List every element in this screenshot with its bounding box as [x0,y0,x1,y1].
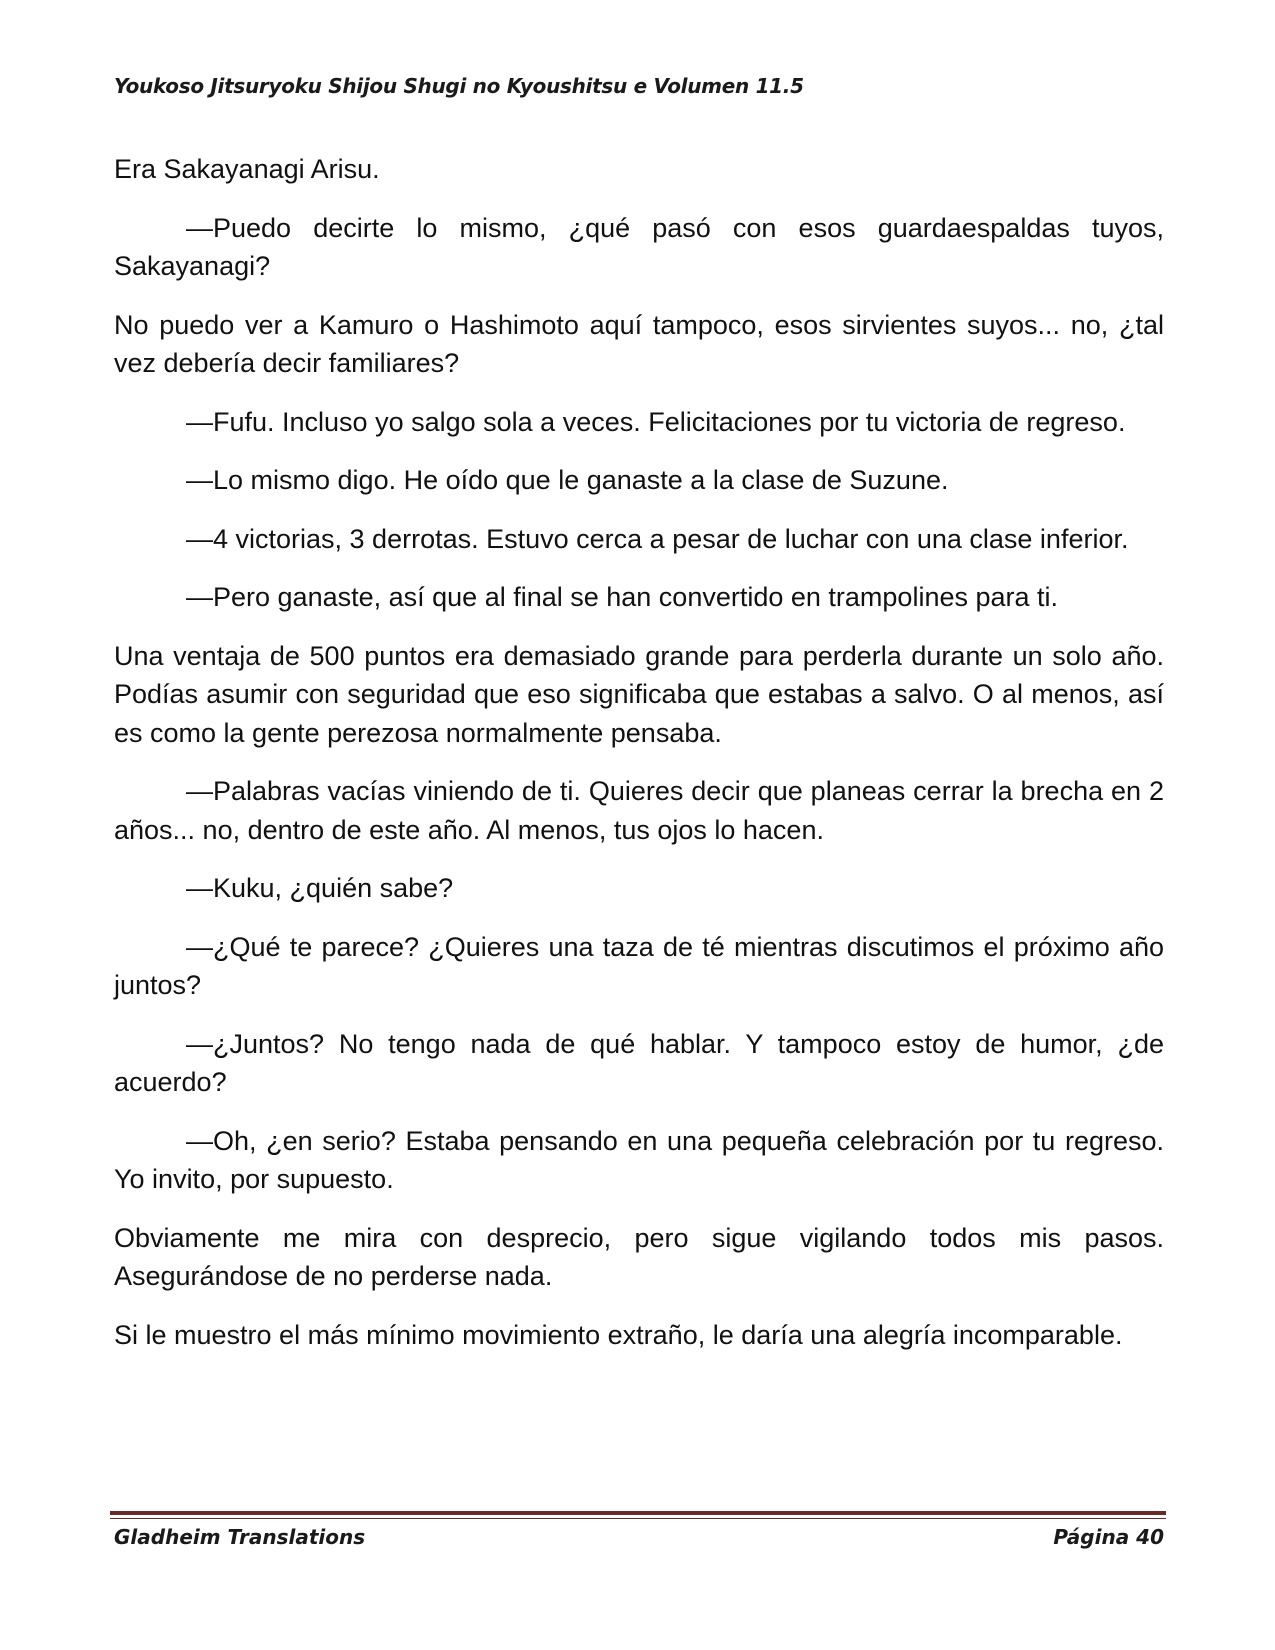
footer-divider-thick [110,1511,1166,1515]
paragraph-11: —¿Qué te parece? ¿Quieres una taza de té mientras discutimos el próximo año juntos? [114,931,1164,1000]
paragraph-5: —Lo mismo digo. He oído que le ganaste a la clase de Suzune. [186,465,949,495]
paragraph-3: No puedo ver a Kamuro o Hashimoto aquí tampoco, esos sirvientes suyos... no, ¿tal vez debería decir familiares? [114,309,1164,378]
paragraph-1: Era Sakayanagi Arisu. [114,154,380,184]
paragraph-7: —Pero ganaste, así que al final se han convertido en trampolines para ti. [186,582,1059,612]
paragraph-2: —Puedo decirte lo mismo, ¿qué pasó con esos guardaespaldas tuyos, Sakayanagi? [114,212,1164,281]
page-header-title: Youkoso Jitsuryoku Shijou Shugi no Kyoushitsu e Volumen 11.5 [114,74,804,98]
footer-page-number: Página 40 [1053,1525,1164,1549]
paragraph-4: —Fufu. Incluso yo salgo sola a veces. Felicitaciones por tu victoria de regreso. [186,406,1126,437]
paragraph-10: —Kuku, ¿quién sabe? [186,873,454,903]
paragraph-14: Obviamente me mira con desprecio, pero sigue vigilando todos mis pasos. Asegurándose de no perderse nada. [114,1222,1164,1291]
paragraph-8: Una ventaja de 500 puntos era demasiado grande para perderla durante un solo año. Podías asumir con seguridad que eso significaba que estabas a salvo. O al menos, así es como la gente perezosa normalmente pensaba. [114,640,1164,748]
footer-divider-thin [110,1518,1166,1519]
paragraph-15: Si le muestro el más mínimo movimiento extraño, le daría una alegría incomparable. [114,1319,1123,1350]
footer-publisher: Gladheim Translations [114,1525,366,1549]
paragraph-6: —4 victorias, 3 derrotas. Estuvo cerca a pesar de luchar con una clase inferior. [186,523,1129,554]
paragraph-9: —Palabras vacías viniendo de ti. Quieres decir que planeas cerrar la brecha en 2 años... no, dentro de este año. Al menos, tus ojos lo hacen. [114,776,1164,845]
page-body [114,150,1164,1374]
paragraph-13: —Oh, ¿en serio? Estaba pensando en una pequeña celebración por tu regreso. Yo invito, por supuesto. [114,1125,1164,1194]
paragraph-12: —¿Juntos? No tengo nada de qué hablar. Y tampoco estoy de humor, ¿de acuerdo? [114,1028,1164,1097]
